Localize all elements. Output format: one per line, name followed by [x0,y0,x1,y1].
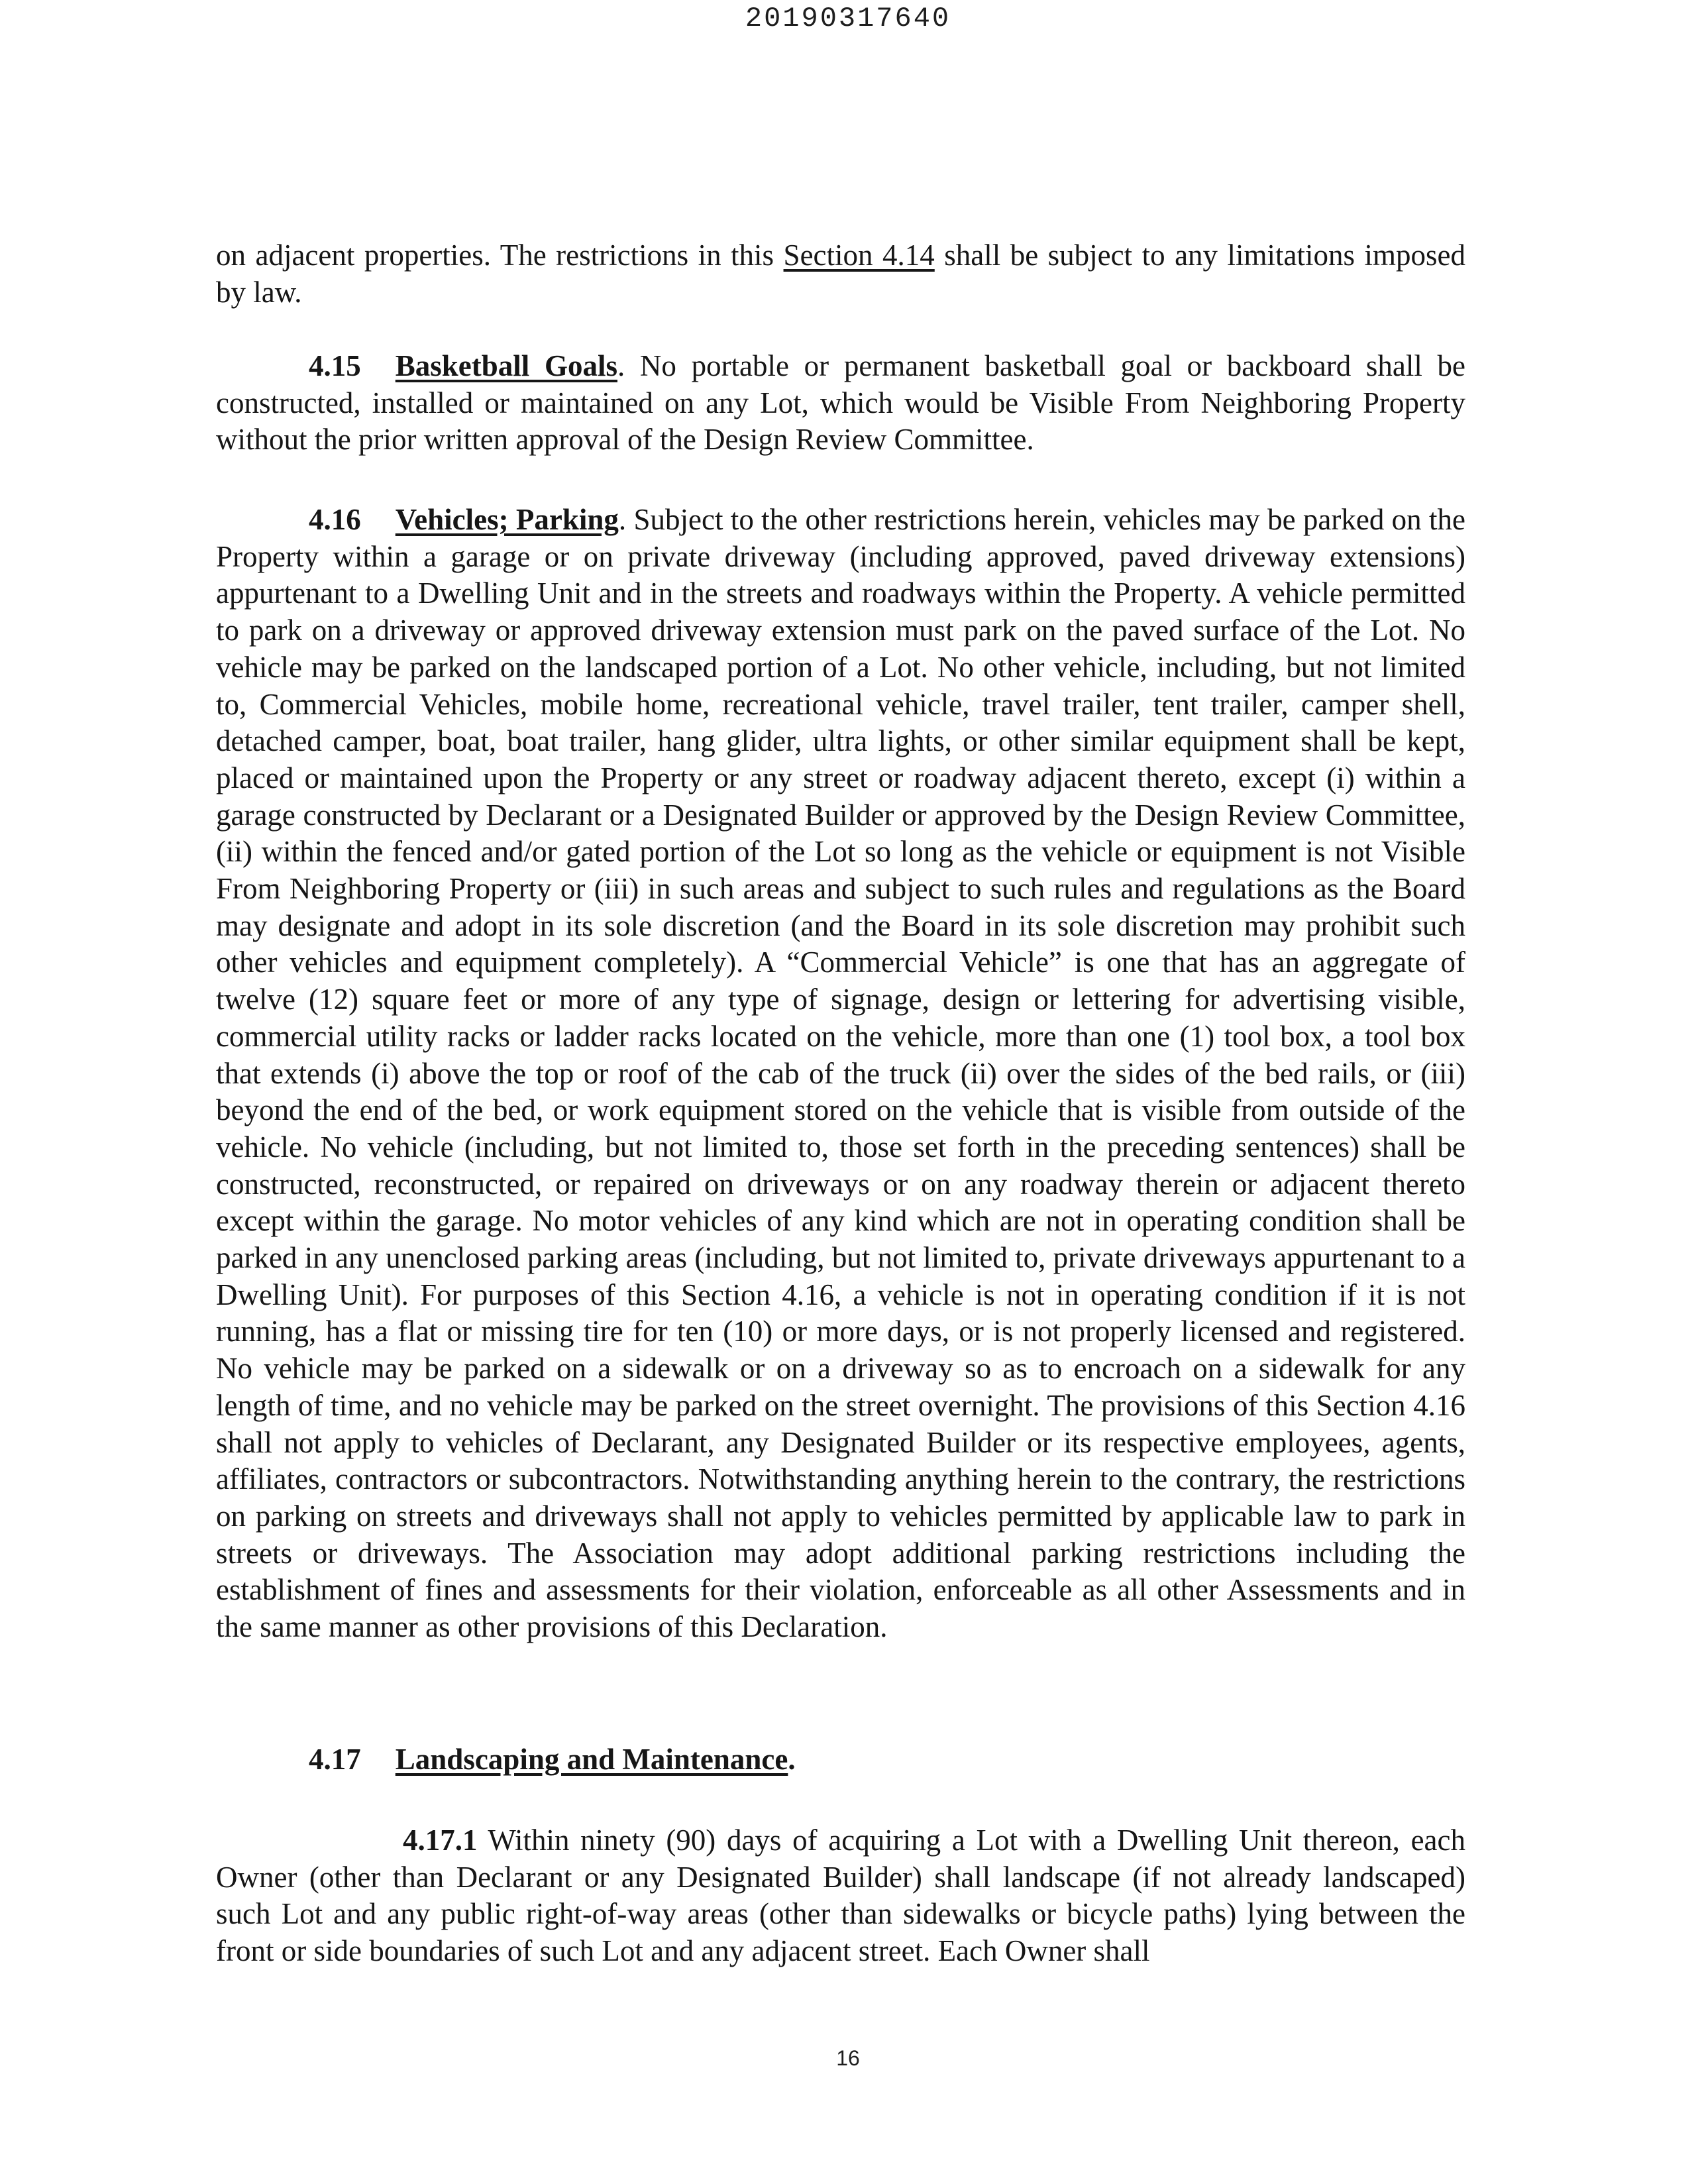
section-4-16-title: Vehicles; Parking [395,503,619,536]
section-4-17-title: Landscaping and Maintenance [395,1743,788,1776]
section-4-15-number: 4.15 [309,349,361,382]
section-4-16-paragraph [216,502,1465,1646]
section-4-16-number: 4.16 [309,503,361,536]
continuation-text-before: on adjacent properties. The restrictions in this [216,239,784,272]
section-4-15-title: Basketball Goals [395,349,617,382]
section-4-17-1-paragraph [216,1822,1465,1970]
section-4-15-paragraph [216,348,1465,459]
section-reference: Section 4.14 [783,239,935,272]
section-4-17-number: 4.17 [309,1743,361,1776]
document-number: 20190317640 [745,3,951,34]
section-4-17-1-number: 4.17.1 [403,1824,478,1857]
continuation-text-after: shall be subject to any limitations imposed by law. [216,239,1466,309]
page-number: 16 [836,2046,860,2070]
continuation-paragraph [216,237,1465,311]
section-4-15-body: . No portable or permanent basketball goal or backboard shall be constructed, installed or maintained on any Lot, which would be Visible From Neighboring Property without the prior written approval of the Design Review Committee. [216,349,1465,457]
section-4-17-1-body: Within ninety (90) days of acquiring a Lot with a Dwelling Unit thereon, each Owner (other than Declarant or any Designated Builder) shall landscape (if not already landscaped) such Lot and any public right-of-way areas (other than sidewalks or bicycle paths) lying between the front or side boundaries of such Lot and any adjacent street. Each Owner shall [216,1824,1465,1968]
section-4-17-title-suffix: . [788,1743,796,1776]
section-4-17-heading [216,1741,1465,1778]
section-4-16-body: . Subject to the other restrictions herein, vehicles may be parked on the Property within a garage or on private driveway (including approved, paved driveway extensions) appurtenant to a Dwelling Unit and in the streets and roadways within the Property. A vehicle permitted to park on a driveway or approved driveway extension must park on the paved surface of the Lot. No vehicle may be parked on the landscaped portion of a Lot. No other vehicle, including, but not limited to, Commercial Vehicles, mobile home, recreational vehicle, travel trailer, tent trailer, camper shell, detached camper, boat, boat trailer, hang glider, ultra lights, or other similar equipment shall be kept, placed or maintained upon the Property or any street or roadway adjacent thereto, except (i) within a garage constructed by Declarant or a Designated Builder or approved by the Design Review Committee, (ii) within the fenced and/or gated portion of the Lot so long as the vehicle or equipment is not Visible From Neighboring Property or (iii) in such areas and subject to such rules and regulations as the Board may designate and adopt in its sole discretion (and the Board in its sole discretion may prohibit such other vehicles and equipment completely). A “Commercial Vehicle” is one that has an aggregate of twelve (12) square feet or more of any type of signage, design or lettering for advertising visible, commercial utility racks or ladder racks located on the vehicle, more than one (1) tool box, a tool box that extends (i) above the top or roof of the cab of the truck (ii) over the sides of the bed rails, or (iii) beyond the end of the bed, or work equipment stored on the vehicle that is visible from outside of the vehicle. No vehicle (including, but not limited to, those set forth in the preceding sentences) shall be constructed, reconstructed, or repaired on driveways or on any roadway therein or adjacent thereto except within the garage. No motor vehicles of any kind which are not in operating condition shall be parked in any unenclosed parking areas (including, but not limited to, private driveways appurtenant to a Dwelling Unit). For purposes of this Section 4.16, a vehicle is not in operating condition if it is not running, has a flat or missing tire for ten (10) or more days, or is not properly licensed and registered. No vehicle may be parked on a sidewalk or on a driveway so as to encroach on a sidewalk for any length of time, and no vehicle may be parked on the street overnight. The provisions of this Section 4.16 shall not apply to vehicles of Declarant, any Designated Builder or its respective employees, agents, affiliates, contractors or subcontractors. Notwithstanding anything herein to the contrary, the restrictions on parking on streets and driveways shall not apply to vehicles permitted by applicable law to park in streets or driveways. The Association may adopt additional parking restrictions including the establishment of fines and assessments for their violation, enforceable as all other Assessments and in the same manner as other provisions of this Declaration. [216,503,1465,1644]
